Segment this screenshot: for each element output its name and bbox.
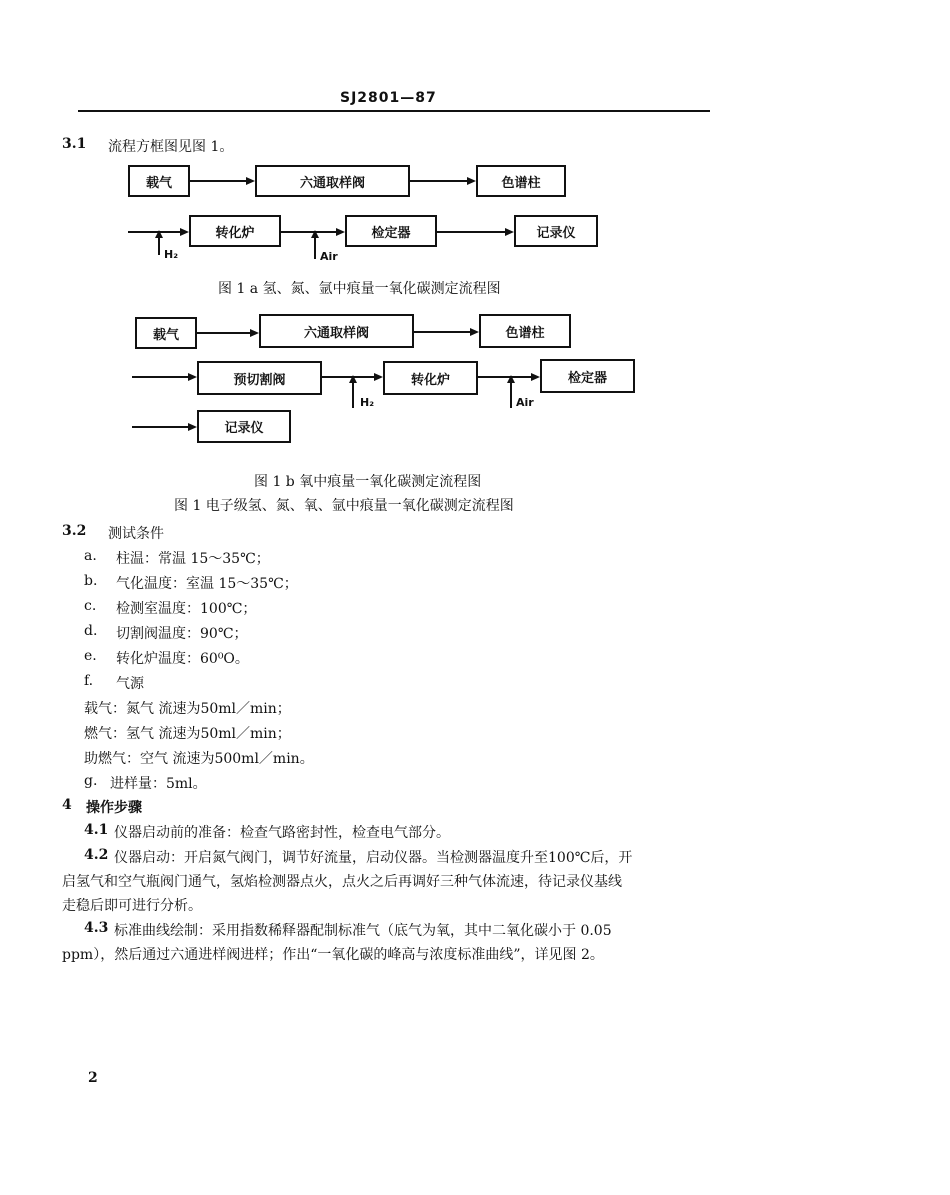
gas-source-line: 助燃气：空气 流速为500ml／min。 bbox=[84, 751, 314, 767]
section-4-2-line: 仪器启动：开启氮气阀门，调节好流量，启动仪器。当检测器温度升至100℃后，开 bbox=[114, 850, 633, 866]
section-4-number: 4 bbox=[62, 797, 72, 813]
section-4-2-number: 4.2 bbox=[84, 847, 109, 863]
condition-text: 柱温：常温 15～35℃； bbox=[116, 551, 270, 567]
section-4-3-line: ppm），然后通过六通进样阀进样；作出“一氧化碳的峰高与浓度标准曲线”，详见图 2。 bbox=[62, 947, 604, 963]
page-number: 2 bbox=[88, 1070, 98, 1086]
fig1a-arrow bbox=[467, 177, 476, 185]
gas-source-line: 燃气：氢气 流速为50ml／min； bbox=[84, 726, 291, 742]
condition-text: 转化炉温度：60⁰O。 bbox=[116, 651, 249, 667]
fig1b-line bbox=[414, 331, 470, 333]
fig1b-converter-box: 转化炉 bbox=[383, 361, 478, 395]
fig1a-line bbox=[190, 180, 246, 182]
fig1b-h2-label: H₂ bbox=[360, 396, 375, 409]
condition-label: e. bbox=[84, 648, 97, 664]
fig1a-converter-box: 转化炉 bbox=[189, 215, 281, 247]
fig1b-line bbox=[132, 426, 188, 428]
fig1b-carrier-box: 载气 bbox=[135, 317, 197, 349]
section-4-2-line: 启氢气和空气瓶阀门通气，氢焰检测器点火，点火之后再调好三种气体流速，待记录仪基线 bbox=[62, 874, 622, 890]
header-rule bbox=[78, 110, 710, 112]
fig1b-arrow bbox=[507, 375, 515, 383]
fig1a-line bbox=[410, 180, 467, 182]
condition-label: c. bbox=[84, 598, 97, 614]
fig1b-air-label: Air bbox=[516, 396, 534, 409]
fig1a-line bbox=[437, 231, 505, 233]
fig1a-air-label: Air bbox=[320, 250, 338, 263]
fig1b-arrow bbox=[374, 373, 383, 381]
section-3-2-title: 测试条件 bbox=[108, 526, 164, 542]
section-4-1-number: 4.1 bbox=[84, 822, 109, 838]
fig1a-valve-box: 六通取样阀 bbox=[255, 165, 410, 197]
figure-1a-caption: 图 1 a 氢、氮、氩中痕量一氧化碳测定流程图 bbox=[218, 281, 501, 297]
condition-label: b. bbox=[84, 573, 98, 589]
fig1a-arrow bbox=[155, 230, 163, 238]
fig1a-carrier-box: 载气 bbox=[128, 165, 190, 197]
fig1b-arrow bbox=[188, 373, 197, 381]
fig1a-arrow bbox=[336, 228, 345, 236]
condition-text: 气源 bbox=[116, 676, 144, 692]
condition-label: a. bbox=[84, 548, 97, 564]
fig1b-arrow bbox=[470, 328, 479, 336]
section-3-1-text: 流程方框图见图 1。 bbox=[108, 139, 234, 155]
fig1b-column-box: 色谱柱 bbox=[479, 314, 571, 348]
fig1a-arrow bbox=[180, 228, 189, 236]
fig1b-arrow bbox=[349, 375, 357, 383]
section-4-3-line: 标准曲线绘制：采用指数稀释器配制标准气（底气为氧，其中二氧化碳小于 0.05 bbox=[114, 923, 612, 939]
fig1b-line bbox=[478, 376, 531, 378]
section-4-3-number: 4.3 bbox=[84, 920, 109, 936]
fig1a-line bbox=[281, 231, 336, 233]
fig1a-arrow bbox=[246, 177, 255, 185]
condition-label: g. bbox=[84, 773, 98, 789]
condition-text: 气化温度：室温 15～35℃； bbox=[116, 576, 298, 592]
condition-text: 检测室温度：100℃； bbox=[116, 601, 257, 617]
fig1b-valve-box: 六通取样阀 bbox=[259, 314, 414, 348]
fig1a-detector-box: 检定器 bbox=[345, 215, 437, 247]
fig1a-line bbox=[128, 231, 180, 233]
condition-text: 切割阀温度：90℃； bbox=[116, 626, 248, 642]
section-4-1-text: 仪器启动前的准备：检查气路密封性，检查电气部分。 bbox=[114, 825, 450, 841]
section-3-2-number: 3.2 bbox=[62, 523, 87, 539]
fig1a-recorder-box: 记录仪 bbox=[514, 215, 598, 247]
fig1a-arrow bbox=[311, 230, 319, 238]
fig1a-h2-label: H₂ bbox=[164, 248, 179, 261]
section-3-1-number: 3.1 bbox=[62, 136, 87, 152]
condition-text: 进样量：5ml。 bbox=[110, 776, 207, 792]
fig1b-precut-box: 预切割阀 bbox=[197, 361, 322, 395]
fig1b-recorder-box: 记录仪 bbox=[197, 410, 291, 443]
fig1b-line bbox=[197, 332, 250, 334]
fig1b-detector-box: 检定器 bbox=[540, 359, 635, 393]
gas-source-line: 载气：氮气 流速为50ml／min； bbox=[84, 701, 291, 717]
fig1b-arrow bbox=[188, 423, 197, 431]
fig1b-arrow bbox=[250, 329, 259, 337]
section-4-title: 操作步骤 bbox=[86, 800, 142, 816]
fig1b-arrow bbox=[531, 373, 540, 381]
fig1b-line bbox=[322, 376, 374, 378]
figure-1-caption: 图 1 电子级氢、氮、氧、氩中痕量一氧化碳测定流程图 bbox=[174, 498, 514, 514]
section-4-2-line: 走稳后即可进行分析。 bbox=[62, 898, 202, 914]
standard-number: SJ2801—87 bbox=[340, 90, 437, 106]
fig1b-line bbox=[132, 376, 188, 378]
condition-label: f. bbox=[84, 673, 94, 689]
fig1a-arrow bbox=[505, 228, 514, 236]
figure-1b-caption: 图 1 b 氧中痕量一氧化碳测定流程图 bbox=[254, 474, 482, 490]
condition-label: d. bbox=[84, 623, 98, 639]
fig1a-column-box: 色谱柱 bbox=[476, 165, 566, 197]
